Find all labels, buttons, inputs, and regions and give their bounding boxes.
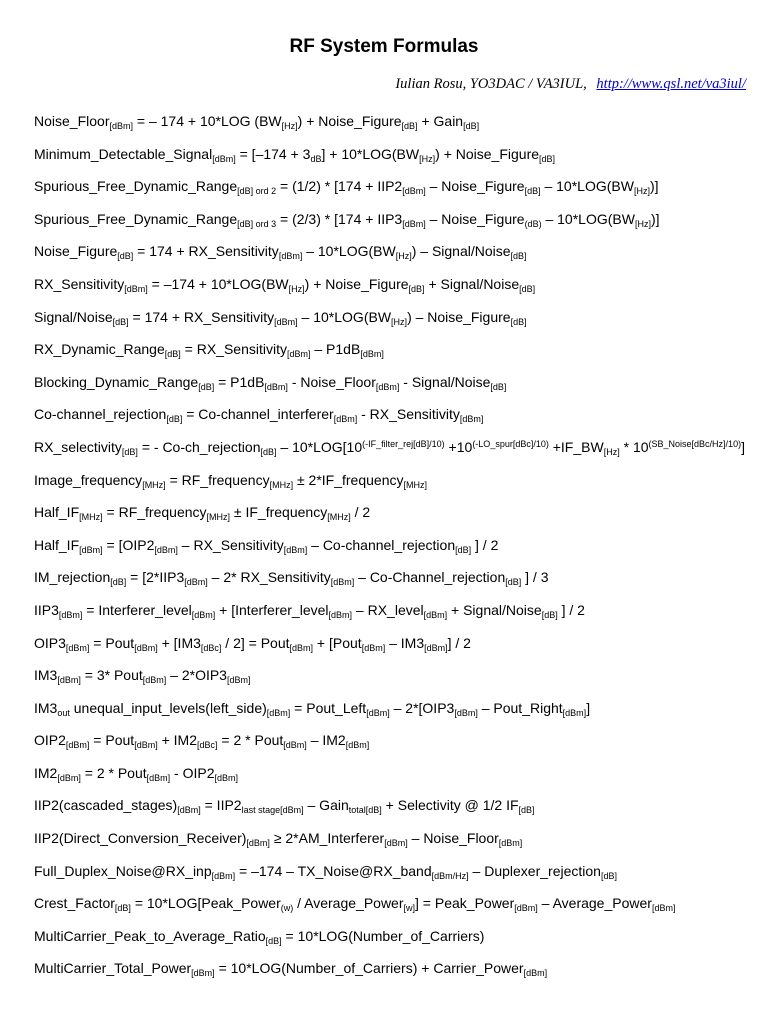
formula-subscript: [dB]	[121, 446, 138, 457]
formula-text: – IM3	[385, 634, 425, 651]
formula-subscript: [dB]	[505, 577, 522, 588]
formula-text: = Co-channel_interferer	[182, 406, 334, 423]
formula-text: Spurious_Free_Dynamic_Range	[34, 210, 238, 227]
formula-text: Minimum_Detectable_Signal	[34, 145, 213, 162]
formula-text: ] + 10*LOG(BW	[321, 145, 420, 162]
formula-subscript: [dBm]	[177, 805, 201, 816]
formula-subscript: [dBm]	[286, 349, 311, 360]
formula-text: = [OIP2	[102, 536, 155, 553]
formula-text: Crest_Factor	[34, 895, 115, 912]
formula-text: unequal_input_levels(left_side)	[69, 699, 267, 716]
formula-line	[34, 727, 758, 760]
formula-subscript: [MHz]	[327, 512, 351, 523]
formula-text: - Signal/Noise	[399, 373, 491, 390]
formula-text: Half_IF	[34, 536, 80, 553]
formula-line	[34, 141, 758, 174]
formula-subscript: [w]	[403, 903, 416, 914]
formula-subscript: [dBm]	[283, 740, 307, 751]
formula-subscript: [dBm]	[402, 218, 426, 229]
formula-text: Noise_Floor	[34, 113, 110, 129]
formula-text: +10	[444, 438, 473, 455]
formula-subscript: [dBm]	[333, 414, 358, 425]
formula-subscript: [dBm]	[57, 675, 81, 686]
page-title: RF System Formulas	[289, 36, 479, 57]
formula-text: = Pout	[89, 634, 135, 651]
formula-line	[34, 108, 758, 141]
formula-subscript: [dBm]	[79, 544, 103, 555]
author-name: Iulian Rosu, YO3DAC / VA3IUL,	[395, 76, 587, 92]
formula-text: IM_rejection	[34, 569, 111, 586]
formula-text: – P1dB	[310, 341, 361, 358]
formula-line	[34, 173, 758, 206]
formula-text: Half_IF	[34, 504, 80, 521]
formula-subscript: [MHz]	[142, 479, 166, 490]
formula-subscript: [dBm]	[562, 707, 587, 718]
formula-line	[34, 825, 758, 858]
formula-subscript: [Hz]	[288, 283, 305, 294]
formula-subscript: [dBm]	[212, 153, 236, 164]
formula-text: + Selectivity @ 1/2 IF	[381, 797, 519, 814]
formula-text: ≥ 2*AM_Interferer	[269, 830, 385, 847]
formula-subscript: [dBm]	[274, 316, 298, 327]
formula-text: + Signal/Noise	[447, 601, 542, 618]
formula-subscript: [dBm]	[402, 186, 426, 197]
formula-text: – 10*LOG[10	[276, 438, 363, 455]
formula-text: IIP2(cascaded_stages)	[34, 797, 178, 814]
formula-subscript: [dBm]	[651, 903, 676, 914]
formula-text: – 2* RX_Sensitivity	[207, 569, 331, 586]
formula-subscript: [dB]	[463, 121, 480, 131]
formula-subscript: [Hz]	[395, 251, 412, 262]
formula-text: = –174 – TX_Noise@RX_band	[235, 862, 432, 879]
formula-text: ) + Noise_Figure	[435, 145, 540, 162]
formula-subscript: [dBm]	[514, 903, 538, 914]
formula-subscript: [dB]	[510, 251, 527, 262]
formula-text: + Gain	[417, 113, 464, 129]
formula-line	[34, 336, 758, 369]
formula-text: ] / 2	[471, 536, 499, 553]
formula-text: = 3* Pout	[80, 667, 143, 684]
formula-text: – Noise_Figure	[425, 178, 525, 195]
formula-text: ]	[741, 438, 745, 455]
formula-text: – 10*LOG(BW	[540, 178, 634, 195]
formula-subscript: [dBm]	[124, 283, 148, 294]
formula-text: / Average_Power	[293, 895, 404, 912]
formula-subscript: [dB]	[110, 577, 127, 588]
formula-text: ± IF_frequency	[230, 504, 328, 521]
formula-text: RX_Dynamic_Range	[34, 341, 165, 358]
formula-subscript: [dBm]	[184, 577, 208, 588]
formula-text: – RX_Sensitivity	[177, 536, 284, 553]
formula-subscript: [dBm]	[345, 740, 370, 751]
formula-line	[34, 695, 758, 728]
formula-subscript: [dB]	[112, 316, 129, 327]
formula-subscript: [MHz]	[206, 512, 231, 523]
formula-text: MultiCarrier_Peak_to_Average_Ratio	[34, 927, 266, 944]
formula-subscript: [dB]	[524, 186, 541, 197]
formula-subscript: [dB]	[198, 381, 215, 392]
formula-subscript: [dB]	[114, 903, 131, 914]
formula-superscript: (SB_Noise[dBc/Hz]/10)	[648, 438, 742, 449]
formula-subscript: [dBm]	[58, 609, 83, 620]
formula-text: + [Interferer_level	[215, 601, 329, 618]
formula-text: - RX_Sensitivity	[357, 406, 460, 423]
formula-subscript: [dB]	[265, 935, 282, 946]
formula-subscript: [dB]	[408, 283, 425, 294]
formula-text: = [–174 + 3	[235, 145, 311, 162]
formula-subscript: [dBm]	[246, 838, 270, 849]
formula-line	[34, 206, 758, 239]
formula-subscript: [dB]	[166, 414, 183, 425]
formula-text: ] / 2	[557, 601, 585, 618]
formula-text: + [IM3	[157, 634, 201, 651]
formula-text: – 2*[OIP3	[389, 699, 455, 716]
formula-line	[34, 499, 758, 532]
formula-text: Noise_Figure	[34, 243, 118, 260]
formula-text: ] / 2	[447, 634, 471, 651]
formula-subscript: [dBc]	[200, 642, 222, 653]
formula-subscript: [dBm/Hz]	[431, 870, 469, 881]
formula-subscript: [dBm]	[366, 707, 390, 718]
formula-text: + Signal/Noise	[424, 275, 520, 292]
formula-text: ) – Noise_Figure	[407, 308, 511, 325]
formula-text: RX_Sensitivity	[34, 275, 125, 292]
formula-subscript: [Hz]	[603, 446, 620, 457]
formula-text: = (2/3) * [174 + IIP3	[276, 210, 403, 227]
formula-text: = 174 + RX_Sensitivity	[128, 308, 275, 325]
formula-line	[34, 923, 758, 956]
formula-subscript: [dBm]	[154, 544, 178, 555]
formula-text: ) + Noise_Figure	[297, 113, 402, 129]
formula-text: – Duplexer_rejection	[468, 862, 601, 879]
formula-text: = - Co-ch_rejection	[137, 438, 261, 455]
formula-subscript: [dB]	[401, 121, 418, 131]
formula-text: ± 2*IF_frequency	[293, 471, 404, 488]
formula-text: = Pout_Left	[290, 699, 367, 716]
formula-text: – Gain	[303, 797, 349, 814]
formula-subscript: (dB)	[524, 218, 542, 229]
formula-text: = (1/2) * [174 + IIP2	[276, 178, 403, 195]
formula-subscript: [dB]	[600, 870, 617, 881]
formula-superscript: (-IF_filter_rej[dB]/10)	[362, 438, 445, 449]
author-line	[395, 76, 746, 93]
formula-subscript: [dBm]	[211, 870, 236, 881]
formula-subscript: [dBm]	[459, 414, 484, 425]
formula-line	[34, 271, 758, 304]
formula-subscript: [dBm]	[57, 772, 81, 783]
formula-subscript: [Hz]	[281, 121, 298, 131]
formula-subscript: [dBm]	[214, 772, 239, 783]
formula-text: – Pout_Right	[477, 699, 563, 716]
formula-text: – Noise_Figure	[425, 210, 525, 227]
formula-text: / 2	[350, 504, 371, 521]
formula-line	[34, 890, 758, 923]
formula-subscript: [dBm]	[134, 740, 158, 751]
formula-text: = 10*LOG(Number_of_Carriers) + Carrier_Power	[214, 960, 524, 977]
formula-text: – IM2	[306, 732, 346, 749]
formula-text: + IM2	[157, 732, 197, 749]
formula-subscript: [MHz]	[269, 479, 294, 490]
formula-line	[34, 858, 758, 891]
formula-text: = 10*LOG[Peak_Power	[130, 895, 281, 912]
formula-subscript: [dBm]	[65, 740, 90, 751]
formula-text: + [Pout	[313, 634, 362, 651]
formula-subscript: [dB]	[541, 609, 558, 620]
formula-subscript: [dB]	[490, 381, 507, 392]
formula-subscript: [MHz]	[79, 512, 103, 523]
formula-subscript: [dBm]	[264, 381, 288, 392]
formula-list	[34, 108, 758, 988]
formula-superscript: (-LO_spur[dBc]/10)	[472, 438, 549, 449]
formula-text: MultiCarrier_Total_Power	[34, 960, 192, 977]
formula-text: / 2] = Pout	[221, 634, 290, 651]
formula-line	[34, 564, 758, 597]
formula-text: – 10*LOG(BW	[541, 210, 635, 227]
formula-text: IM3	[34, 667, 58, 684]
formula-text: ] = Peak_Power	[415, 895, 515, 912]
formula-line	[34, 467, 758, 500]
formula-text: Image_frequency	[34, 471, 143, 488]
formula-subscript: [dB]	[260, 446, 277, 457]
formula-line	[34, 304, 758, 337]
formula-line	[34, 630, 758, 663]
formula-text: OIP3	[34, 634, 66, 651]
formula-line	[34, 369, 758, 402]
formula-subscript: [dBc]	[197, 740, 218, 751]
formula-text: = RF_frequency	[102, 504, 207, 521]
formula-text: IM3	[34, 699, 58, 716]
formula-subscript: [dBm]	[361, 642, 386, 653]
formula-text: * 10	[619, 438, 649, 455]
formula-subscript: total[dB]	[348, 805, 382, 816]
formula-subscript: [dBm]	[226, 675, 251, 686]
formula-subscript: [dBm]	[142, 675, 167, 686]
formula-text: ) + Noise_Figure	[304, 275, 409, 292]
formula-text: OIP2	[34, 732, 66, 749]
formula-text: - Noise_Floor	[287, 373, 376, 390]
formula-subscript: [dBm]	[289, 642, 314, 653]
formula-subscript: last stage[dBm]	[241, 805, 304, 816]
formula-text: Full_Duplex_Noise@RX_inp	[34, 862, 212, 879]
formula-subscript: dB	[310, 153, 322, 164]
formula-line	[34, 597, 758, 630]
formula-subscript: [dBm]	[454, 707, 478, 718]
formula-text: IM2	[34, 764, 58, 781]
formula-line	[34, 434, 758, 467]
formula-subscript: [dBm]	[424, 642, 448, 653]
formula-text: – 2*OIP3	[166, 667, 227, 684]
formula-line	[34, 238, 758, 271]
formula-subscript: [dBm]	[134, 642, 158, 653]
formula-text: – RX_level	[352, 601, 424, 618]
formula-text: ) – Signal/Noise	[411, 243, 511, 260]
formula-subscript: [dB] ord 2	[237, 186, 277, 197]
formula-text: = [2*IIP3	[126, 569, 185, 586]
formula-text: = 2 * Pout	[80, 764, 147, 781]
formula-subscript: [Hz]	[391, 316, 408, 327]
formula-text: )]	[649, 178, 659, 195]
formula-subscript: [dBm]	[328, 609, 353, 620]
formula-text: = 10*LOG(Number_of_Carriers)	[281, 927, 485, 944]
formula-text: = IIP2	[200, 797, 242, 814]
formula-text: = –174 + 10*LOG(BW	[147, 275, 289, 292]
formula-text: = 174 + RX_Sensitivity	[133, 243, 279, 260]
formula-subscript: [dBm]	[278, 251, 303, 262]
formula-text: = RX_Sensitivity	[180, 341, 287, 358]
formula-line	[34, 662, 758, 695]
formula-text: = P1dB	[214, 373, 265, 390]
formula-text: = 2 * Pout	[217, 732, 284, 749]
formula-line	[34, 955, 758, 988]
formula-subscript: [Hz]	[633, 186, 650, 197]
formula-line	[34, 401, 758, 434]
formula-text: – Average_Power	[537, 895, 652, 912]
formula-text: )]	[650, 210, 660, 227]
formula-text: = RF_frequency	[165, 471, 270, 488]
formula-text: IIP3	[34, 601, 59, 618]
formula-line	[34, 760, 758, 793]
formula-subscript: out	[57, 707, 70, 718]
formula-text: Co-channel_rejection	[34, 406, 167, 423]
formula-text: = – 174 + 10*LOG (BW	[133, 113, 282, 129]
formula-subscript: [Hz]	[419, 153, 436, 164]
formula-subscript: (w)	[280, 903, 294, 914]
formula-subscript: [dBm]	[146, 772, 171, 783]
formula-subscript: [dB]	[518, 805, 535, 816]
formula-subscript: [dB]	[510, 316, 527, 327]
formula-subscript: [dBm]	[330, 577, 355, 588]
formula-text: – Noise_Floor	[407, 830, 499, 847]
formula-subscript: [dBm]	[191, 968, 215, 979]
formula-subscript: [dB]	[455, 544, 472, 555]
formula-text: +IF_BW	[548, 438, 604, 455]
formula-text: Signal/Noise	[34, 308, 113, 325]
formula-text: ] / 3	[521, 569, 549, 586]
formula-subscript: [MHz]	[403, 479, 427, 490]
formula-text: = Interferer_level	[82, 601, 192, 618]
formula-subscript: [dBm]	[109, 121, 133, 131]
formula-subscript: [dBm]	[375, 381, 400, 392]
formula-line	[34, 532, 758, 565]
formula-subscript: [dB]	[539, 153, 556, 164]
formula-subscript: [dBm]	[360, 349, 384, 360]
formula-subscript: [dB]	[164, 349, 181, 360]
formula-subscript: [dBm]	[523, 968, 548, 979]
formula-subscript: [dB]	[519, 283, 536, 294]
formula-subscript: [dBm]	[423, 609, 448, 620]
formula-text: – 10*LOG(BW	[302, 243, 396, 260]
formula-text: Spurious_Free_Dynamic_Range	[34, 178, 238, 195]
formula-text: IIP2(Direct_Conversion_Receiver)	[34, 830, 247, 847]
formula-subscript: [dBm]	[191, 609, 216, 620]
formula-subscript: [dBm]	[266, 707, 291, 718]
formula-subscript: [dBm]	[498, 838, 523, 849]
formula-text: Blocking_Dynamic_Range	[34, 373, 199, 390]
formula-subscript: [Hz]	[634, 218, 651, 229]
formula-text: RX_selectivity	[34, 438, 122, 455]
formula-subscript: [dB]	[117, 251, 134, 262]
formula-subscript: [dB] ord 3	[237, 218, 277, 229]
formula-text: – Co-channel_rejection	[307, 536, 456, 553]
formula-subscript: [dBm]	[65, 642, 90, 653]
formula-line	[34, 792, 758, 825]
formula-text: ]	[586, 699, 591, 716]
formula-text: – Co-Channel_rejection	[354, 569, 506, 586]
formula-text: - OIP2	[170, 764, 215, 781]
formula-text: – 10*LOG(BW	[297, 308, 392, 325]
author-website-link[interactable]: http://www.qsl.net/va3iul/	[596, 76, 746, 92]
formula-subscript: [dBm]	[283, 544, 308, 555]
formula-subscript: [dBm]	[384, 838, 408, 849]
formula-text: = Pout	[89, 732, 135, 749]
